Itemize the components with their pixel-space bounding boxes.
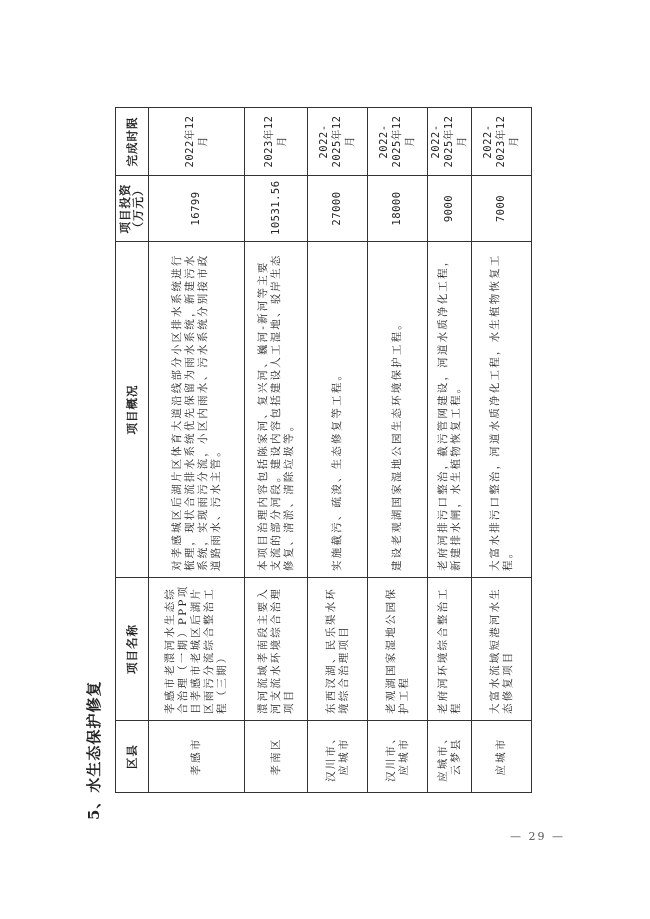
cell-overview: 实施截污、疏浚、生态修复等工程。	[308, 242, 368, 578]
cell-overview: 老府河排污口整治，截污管网建设，河道水质净化工程，新建排水闸，水生植物恢复工程。	[428, 242, 472, 578]
header-investment: 项目投资（万元）	[116, 176, 149, 242]
cell-deadline: 2022-2025年12月	[368, 108, 428, 176]
header-overview: 项目概况	[116, 242, 149, 578]
cell-investment: 16799	[149, 176, 245, 242]
cell-deadline: 2022-2025年12月	[308, 108, 368, 176]
cell-district: 应城市、云梦县	[428, 721, 472, 793]
cell-district: 孝南区	[245, 721, 308, 793]
header-district: 区县	[116, 721, 149, 793]
cell-name: 老府河环境综合整治工程	[428, 578, 472, 721]
table-row	[149, 108, 245, 793]
cell-district: 汉川市、应城市	[368, 721, 428, 793]
cell-overview: 对孝感城区后湖片区体育大道沿线部分小区排水系统进行梳理，现状合流排水系统优先保留为雨水系统，新建污水系统，实现雨污分流，小区内雨水、污水系统分别接市政道路雨水、污水主管。	[149, 242, 245, 578]
cell-investment: 9000	[428, 176, 472, 242]
cell-name: 老观湖国家湿地公园保护工程	[368, 578, 428, 721]
cell-deadline: 2022年12月	[149, 108, 245, 176]
cell-investment: 27000	[308, 176, 368, 242]
cell-deadline: 2023年12月	[245, 108, 308, 176]
table-row	[428, 108, 472, 793]
table-row	[308, 108, 368, 793]
cell-overview: 本项目治理内容包括陈家河、复兴河、巍河-新河等主要支流的部分河段。建设内容包括建设人工湿地、驳岸生态修复、清淤、清除垃圾等。	[245, 242, 308, 578]
cell-district: 孝感市	[149, 721, 245, 793]
cell-deadline: 2022-2023年12月	[472, 108, 532, 176]
cell-district: 汉川市、应城市	[308, 721, 368, 793]
header-name: 项目名称	[116, 578, 149, 721]
project-table	[115, 107, 532, 793]
cell-investment: 18000	[368, 176, 428, 242]
cell-investment: 10531.56	[245, 176, 308, 242]
cell-deadline: 2022-2025年12月	[428, 108, 472, 176]
cell-name: 孝感市老澴河水生态综合治理（一期）PPP项目孝感市老城区后湖片区雨污分流综合整治工程（三期）	[149, 578, 245, 721]
project-table-rotated	[115, 108, 528, 793]
table-row	[472, 108, 532, 793]
cell-name: 大富水流域短港河水生态修复项目	[472, 578, 532, 721]
cell-overview: 大富水排污口整治，河道水质净化工程，水生植物恢复工程。	[472, 242, 532, 578]
cell-investment: 7000	[472, 176, 532, 242]
header-deadline: 完成时限	[116, 108, 149, 176]
cell-district: 应城市	[472, 721, 532, 793]
table-header-row	[116, 108, 149, 793]
cell-name: 澴河流域孝南段主要入河支流水环境综合治理项目	[245, 578, 308, 721]
cell-name: 东西汊湖、民乐渠水环境综合治理项目	[308, 578, 368, 721]
table-row	[368, 108, 428, 793]
section-heading: 5、水生态保护修复	[85, 680, 103, 820]
page-number: — 29 —	[510, 830, 565, 843]
table-row	[245, 108, 308, 793]
cell-overview: 建设老观湖国家湿地公园生态环境保护工程。	[368, 242, 428, 578]
